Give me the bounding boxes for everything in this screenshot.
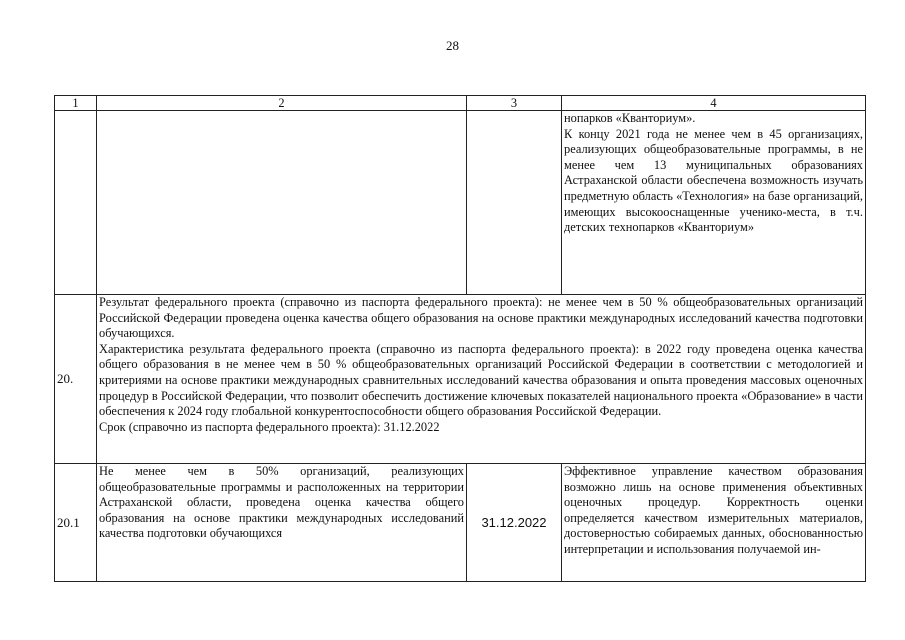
- cell-justification: [562, 111, 866, 295]
- header-col-2: 2: [97, 96, 467, 111]
- justification-paragraph: К концу 2021 года не менее чем в 45 организациях, реализующих общеобразовательные программы, в не менее чем 13 муниципальных образованиях Астраханской области обеспечена возможность изучать предметную область «Технология» на базе организаций, имеющих высокооснащенные ученико-места, в т.ч. детских технопарков «Кванториум»: [564, 126, 863, 235]
- cell-description: [97, 464, 467, 582]
- header-col-1: 1: [55, 96, 97, 111]
- federal-result-cell: [97, 295, 866, 464]
- table-row-continuation: [55, 111, 866, 295]
- table-row-20-1: [55, 464, 866, 582]
- cell-justification: [562, 464, 866, 582]
- description-text: Не менее чем в 50% организаций, реализующих общеобразовательные программы и расположенных на территории Астраханской области, проведена оценка качества общего образования на основе практики международных исследований качества подготовки обучающихся: [99, 464, 464, 541]
- cell-date: [467, 111, 562, 295]
- federal-result-characteristic: Характеристика результата федерального проекта (справочно из паспорта федерального проекта): в 2022 году проведена оценка качества общего образования в не менее чем в 50 % общеобразовательных организаций Российской Федерации в соответствии с методологией и критериями на основе практики международных сравнительных исследований качества образования и опыта проведения массовых оценочных процедур в Российской Федерации, что позволит обеспечить достижение ключевых показателей национального проекта «Образование» в части обеспечения к 2024 году глобальной конкурентоспособности общего образования Российской Федерации.: [99, 341, 863, 419]
- row-number: 20.: [55, 295, 97, 464]
- table-header-row: [55, 96, 866, 111]
- federal-result-deadline: Срок (справочно из паспорта федерального проекта): 31.12.2022: [99, 419, 440, 434]
- cell-date: 31.12.2022: [467, 464, 562, 582]
- cell-description: [97, 111, 467, 295]
- header-col-3: 3: [467, 96, 562, 111]
- page-number: 28: [446, 38, 459, 53]
- cell-number: [55, 111, 97, 295]
- federal-result-text: Результат федерального проекта (справочно из паспорта федерального проекта): не менее чем в 50 % общеобразовательных организаций Российской Федерации проведена оценка качества общего образования на основе практики международных исследований качества подготовки обучающихся.: [99, 295, 863, 341]
- header-col-4: 4: [562, 96, 866, 111]
- row-number: 20.1: [55, 464, 97, 582]
- table-row-20: [55, 295, 866, 464]
- justification-line: нопарков «Кванториум».: [564, 111, 696, 125]
- justification-text: Эффективное управление качеством образования возможно лишь на основе применения объективных оценочных процедур. Корректность оценки определяется качеством измерительных материалов, достоверностью собираемых данных, обоснованностью интерпретации и использования получаемой ин-: [564, 464, 863, 556]
- plan-table: [54, 95, 866, 582]
